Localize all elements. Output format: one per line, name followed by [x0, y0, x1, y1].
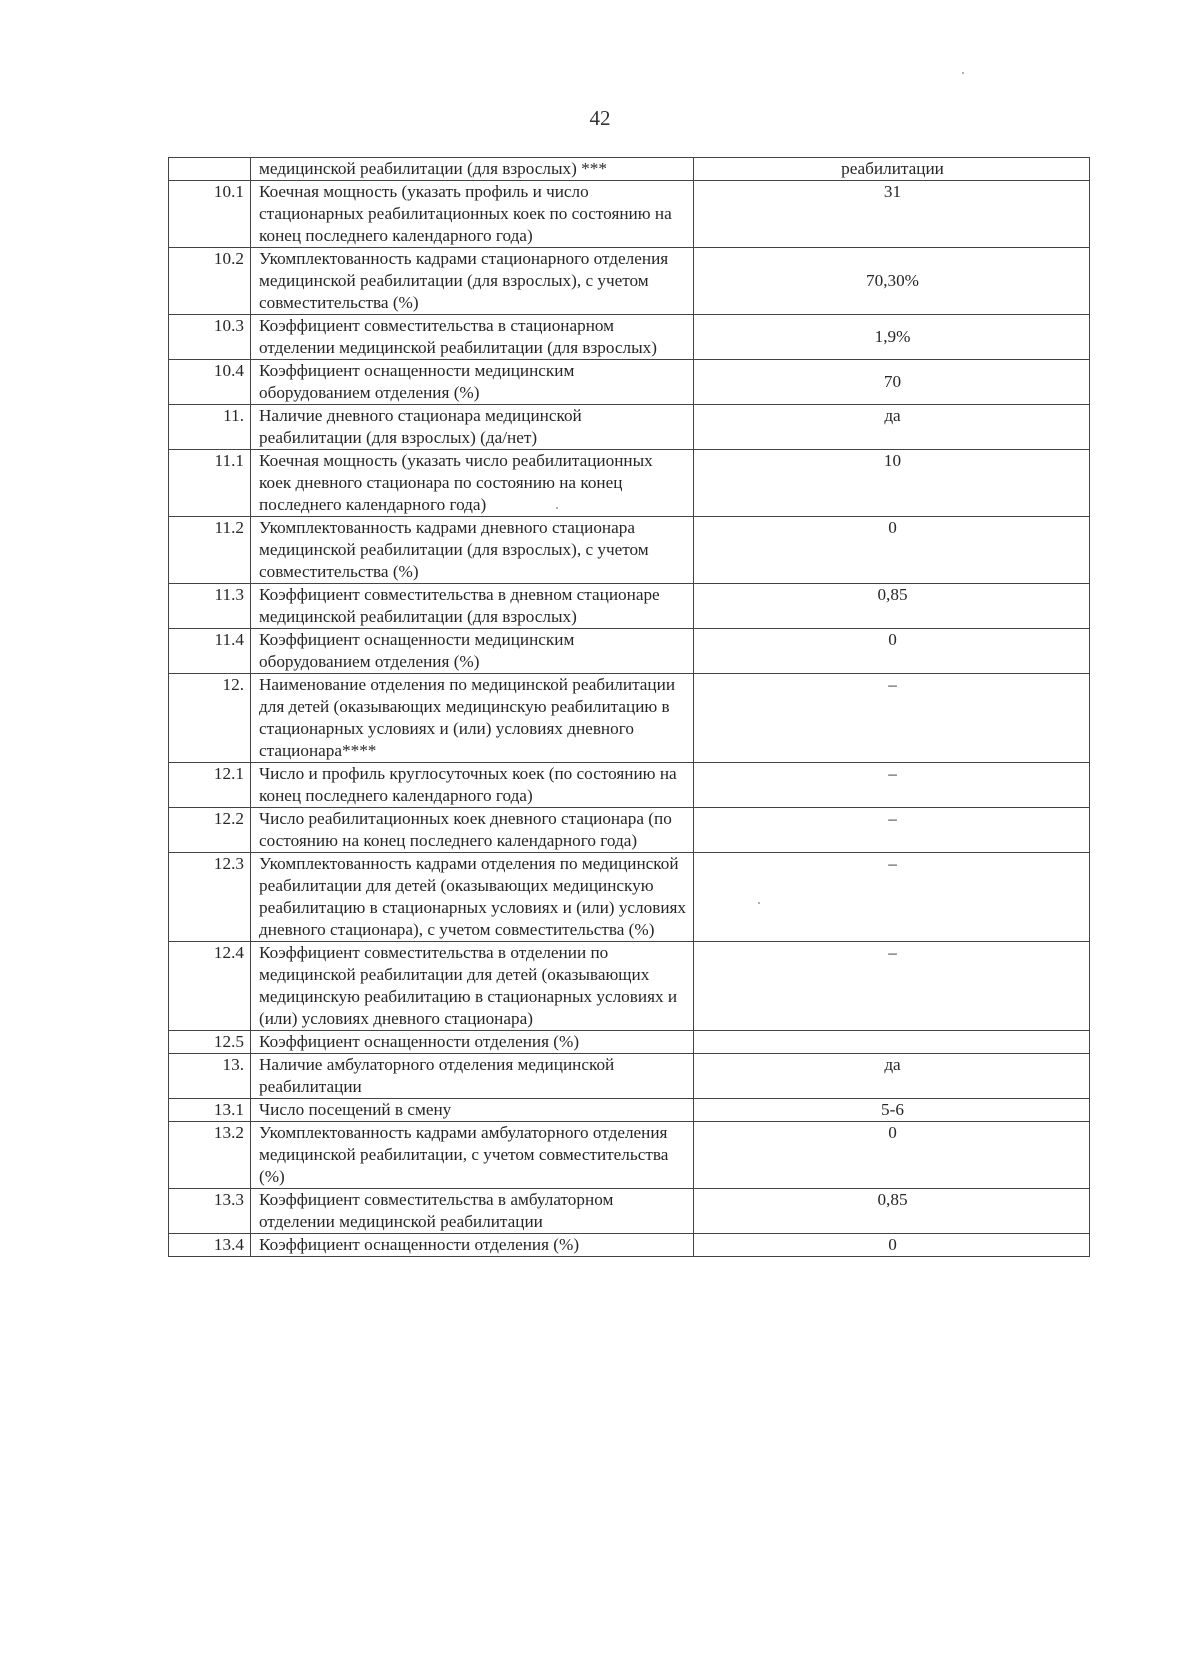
- row-indicator: Коэффициент совместительства в стационарном отделении медицинской реабилитации (для взрослых): [251, 315, 694, 360]
- row-number: 10.4: [169, 360, 251, 405]
- row-number: 11.: [169, 405, 251, 450]
- table-row: [169, 1099, 1090, 1122]
- row-value: 10: [694, 450, 1090, 517]
- row-number: 12.5: [169, 1031, 251, 1054]
- row-indicator: Коечная мощность (указать профиль и число стационарных реабилитационных коек по состоянию на конец последнего календарного года): [251, 181, 694, 248]
- row-number: 12.: [169, 674, 251, 763]
- row-number: 13.4: [169, 1234, 251, 1257]
- row-value: да: [694, 1054, 1090, 1099]
- table-row: [169, 629, 1090, 674]
- table-row: [169, 1031, 1090, 1054]
- row-number: 11.4: [169, 629, 251, 674]
- row-indicator: Укомплектованность кадрами стационарного отделения медицинской реабилитации (для взрослых), с учетом совместительства (%): [251, 248, 694, 315]
- table-row: [169, 158, 1090, 181]
- row-value: реабилитации: [694, 158, 1090, 181]
- row-indicator: Коэффициент оснащенности отделения (%): [251, 1234, 694, 1257]
- row-indicator: Наличие дневного стационара медицинской реабилитации (для взрослых) (да/нет): [251, 405, 694, 450]
- row-indicator: Коэффициент совместительства в амбулаторном отделении медицинской реабилитации: [251, 1189, 694, 1234]
- row-number: 13.1: [169, 1099, 251, 1122]
- table-row: [169, 763, 1090, 808]
- row-value: –: [694, 808, 1090, 853]
- table-row: [169, 1054, 1090, 1099]
- row-indicator: Коэффициент совместительства в дневном стационаре медицинской реабилитации (для взрослых): [251, 584, 694, 629]
- row-value: 70: [694, 360, 1090, 405]
- row-indicator: Коэффициент оснащенности отделения (%): [251, 1031, 694, 1054]
- scan-speck: [962, 72, 964, 74]
- row-number: 11.1: [169, 450, 251, 517]
- row-indicator: Укомплектованность кадрами отделения по медицинской реабилитации для детей (оказывающих медицинскую реабилитацию в стационарных условиях и (или) условиях дневного стационара), с учетом совместительства (%): [251, 853, 694, 942]
- table-row: [169, 360, 1090, 405]
- row-indicator: Наименование отделения по медицинской реабилитации для детей (оказывающих медицинскую реабилитацию в стационарных условиях и (или) условиях дневного стационара****: [251, 674, 694, 763]
- row-value: [694, 1031, 1090, 1054]
- row-value: –: [694, 853, 1090, 942]
- table-row: [169, 1122, 1090, 1189]
- row-value: 31: [694, 181, 1090, 248]
- row-number: 12.1: [169, 763, 251, 808]
- table-row: [169, 942, 1090, 1031]
- row-value: –: [694, 942, 1090, 1031]
- row-indicator: медицинской реабилитации (для взрослых) ***: [251, 158, 694, 181]
- row-value: 1,9%: [694, 315, 1090, 360]
- row-value: 5-6: [694, 1099, 1090, 1122]
- table-row: [169, 674, 1090, 763]
- row-number: 13.3: [169, 1189, 251, 1234]
- row-value: 0: [694, 517, 1090, 584]
- row-indicator: Укомплектованность кадрами амбулаторного отделения медицинской реабилитации, с учетом совместительства (%): [251, 1122, 694, 1189]
- table-body: [169, 158, 1090, 1257]
- table-row: [169, 853, 1090, 942]
- row-indicator: Укомплектованность кадрами дневного стационара медицинской реабилитации (для взрослых), с учетом совместительства (%): [251, 517, 694, 584]
- page-number: 42: [589, 106, 611, 130]
- row-value: 0,85: [694, 1189, 1090, 1234]
- row-number: 10.3: [169, 315, 251, 360]
- row-value: 0: [694, 1122, 1090, 1189]
- indicators-table: [168, 157, 1090, 1257]
- row-value: 0,85: [694, 584, 1090, 629]
- row-indicator: Коэффициент совместительства в отделении по медицинской реабилитации для детей (оказывающих медицинскую реабилитацию в стационарных условиях и (или) условиях дневного стационара): [251, 942, 694, 1031]
- scan-speck: [758, 902, 760, 904]
- row-value: 70,30%: [694, 248, 1090, 315]
- row-indicator: Коэффициент оснащенности медицинским оборудованием отделения (%): [251, 360, 694, 405]
- row-number: 13.2: [169, 1122, 251, 1189]
- table-row: [169, 181, 1090, 248]
- table-row: [169, 584, 1090, 629]
- row-value: 0: [694, 1234, 1090, 1257]
- row-value: 0: [694, 629, 1090, 674]
- table-row: [169, 315, 1090, 360]
- row-number: 10.1: [169, 181, 251, 248]
- row-indicator: Число и профиль круглосуточных коек (по состоянию на конец последнего календарного года): [251, 763, 694, 808]
- row-indicator: Коэффициент оснащенности медицинским оборудованием отделения (%): [251, 629, 694, 674]
- table-row: [169, 248, 1090, 315]
- row-indicator: Коечная мощность (указать число реабилитационных коек дневного стационара по состоянию на конец последнего календарного года): [251, 450, 694, 517]
- row-number: 10.2: [169, 248, 251, 315]
- row-value: –: [694, 763, 1090, 808]
- row-indicator: Наличие амбулаторного отделения медицинской реабилитации: [251, 1054, 694, 1099]
- row-number: 11.2: [169, 517, 251, 584]
- row-number: 12.2: [169, 808, 251, 853]
- row-number: 12.4: [169, 942, 251, 1031]
- table-row: [169, 405, 1090, 450]
- row-indicator: Число посещений в смену: [251, 1099, 694, 1122]
- table-row: [169, 517, 1090, 584]
- row-number: 13.: [169, 1054, 251, 1099]
- scan-speck: [556, 507, 558, 509]
- table-row: [169, 808, 1090, 853]
- table-row: [169, 450, 1090, 517]
- row-indicator: Число реабилитационных коек дневного стационара (по состоянию на конец последнего календарного года): [251, 808, 694, 853]
- row-number: 12.3: [169, 853, 251, 942]
- row-value: да: [694, 405, 1090, 450]
- row-number: [169, 158, 251, 181]
- row-value: –: [694, 674, 1090, 763]
- row-number: 11.3: [169, 584, 251, 629]
- table-row: [169, 1234, 1090, 1257]
- table-row: [169, 1189, 1090, 1234]
